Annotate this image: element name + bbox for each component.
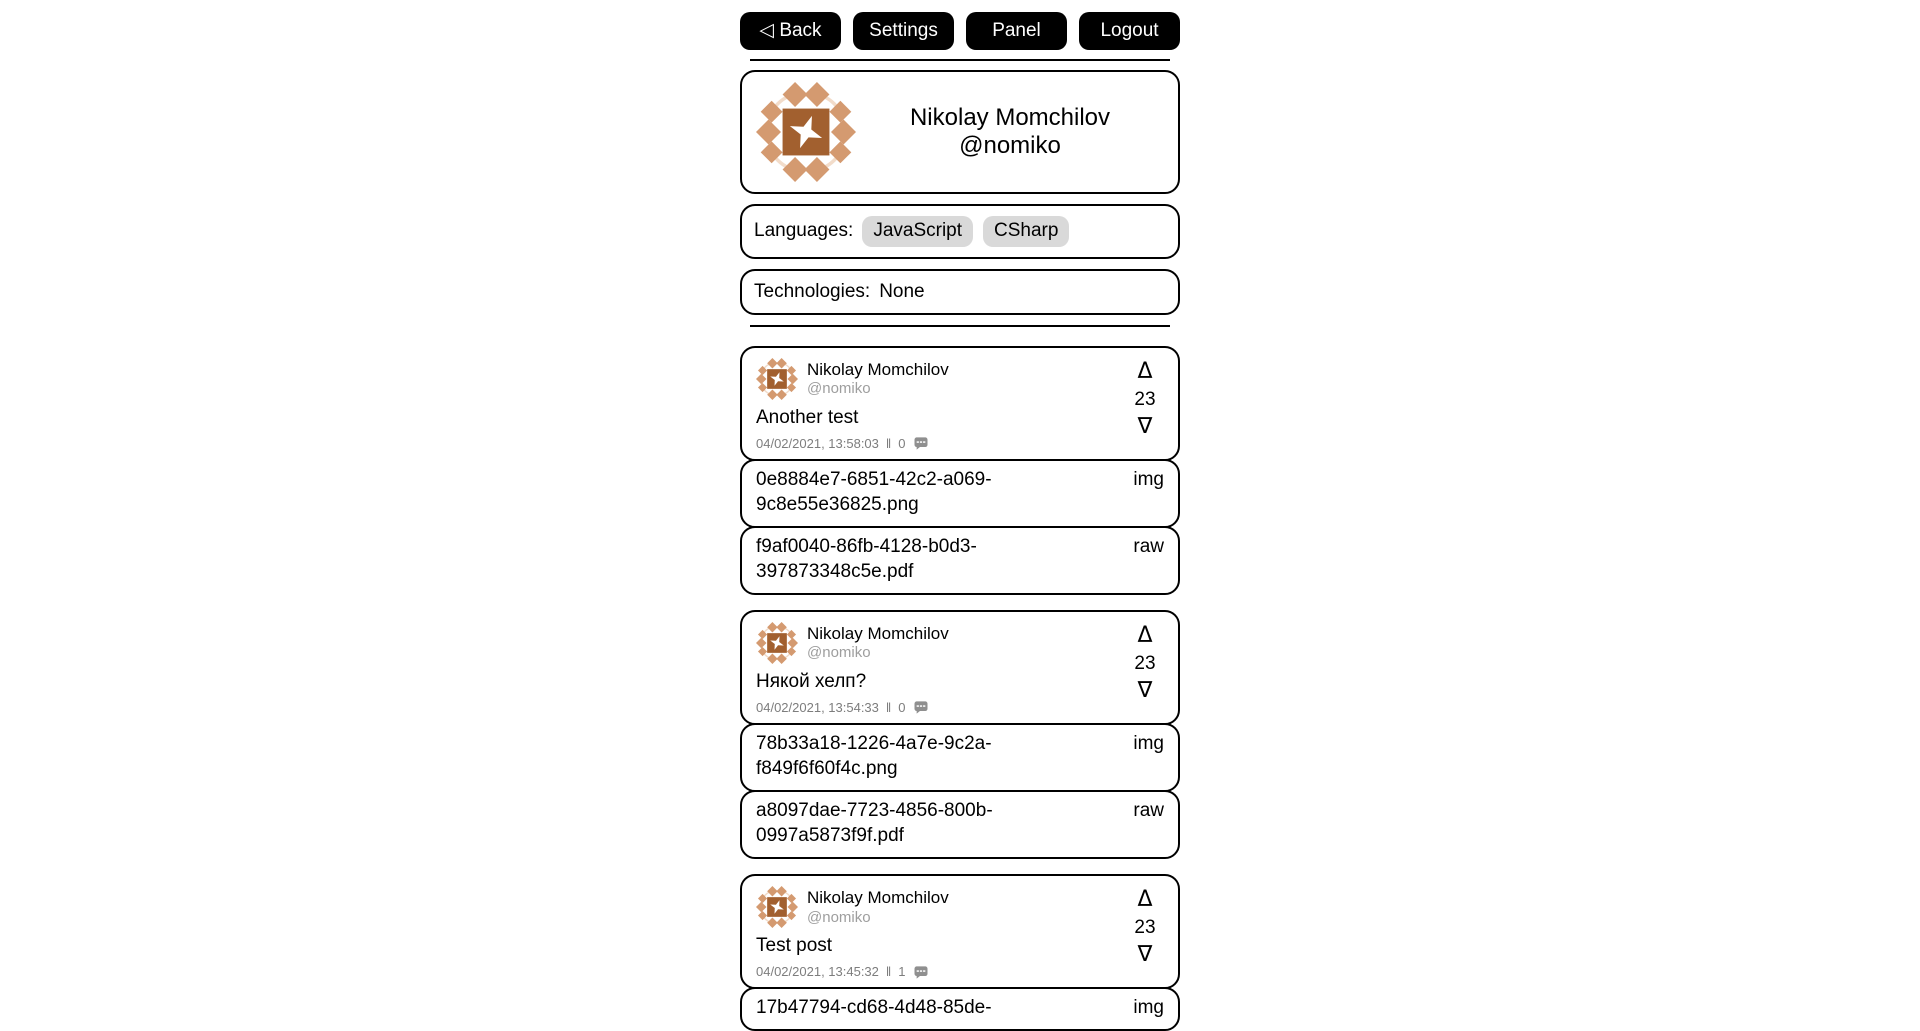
post-meta — [756, 964, 1119, 979]
post-card[interactable] — [740, 874, 1180, 989]
post-header — [756, 358, 1119, 400]
attachments — [740, 459, 1180, 595]
post-author-name: Nikolay Momchilov — [807, 623, 949, 643]
post-meta — [756, 436, 1119, 451]
meta-separator: ‖ — [885, 964, 892, 980]
attachment-filename: 17b47794-cd68-4d48-85de- — [756, 997, 992, 1019]
post-header — [756, 622, 1119, 664]
downvote-button[interactable]: ∇ — [1137, 942, 1153, 968]
post-comment-count: 0 — [898, 699, 906, 715]
technologies-label: Technologies: — [754, 280, 871, 302]
attachment-filename: f9af0040-86fb-4128-b0d3-397873348c5e.pdf — [756, 535, 977, 582]
upvote-button[interactable]: Δ — [1137, 887, 1153, 913]
post-timestamp: 04/02/2021, 13:54:33 — [756, 699, 879, 715]
posts-list — [740, 346, 1180, 1031]
post-author-name: Nikolay Momchilov — [807, 888, 949, 908]
post-author-name: Nikolay Momchilov — [807, 359, 949, 379]
post-timestamp: 04/02/2021, 13:58:03 — [756, 435, 879, 451]
attachments — [740, 723, 1180, 859]
comment-bubble-icon — [914, 437, 928, 450]
post-card[interactable] — [740, 610, 1180, 725]
logout-button[interactable]: Logout — [1079, 12, 1180, 50]
vote-column — [1127, 622, 1163, 715]
post-main — [756, 886, 1119, 979]
attachment-row[interactable] — [740, 526, 1180, 595]
settings-button[interactable]: Settings — [853, 12, 954, 50]
language-pill: JavaScript — [862, 216, 973, 247]
profile-card — [740, 70, 1180, 194]
post-author-avatar — [756, 622, 798, 664]
upvote-button[interactable]: Δ — [1137, 622, 1153, 648]
post-author-handle: @nomiko — [807, 908, 871, 926]
back-button[interactable]: ◁ Back — [740, 12, 841, 50]
attachments — [740, 987, 1180, 1031]
attachment-row[interactable] — [740, 790, 1180, 859]
post-title: Another test — [756, 406, 859, 428]
vote-score: 23 — [1134, 652, 1156, 674]
attachment-type-badge: img — [1133, 997, 1164, 1019]
post-header — [756, 886, 1119, 928]
attachment-filename: 0e8884e7-6851-42c2-a069-9c8e55e36825.png — [756, 468, 992, 515]
post-meta — [756, 700, 1119, 715]
meta-separator: ‖ — [885, 699, 892, 715]
attachment-type-badge: img — [1133, 732, 1164, 754]
post-author-avatar — [756, 358, 798, 400]
downvote-button[interactable]: ∇ — [1137, 677, 1153, 703]
post — [740, 874, 1180, 1031]
post-timestamp: 04/02/2021, 13:45:32 — [756, 964, 879, 980]
post-author-block — [807, 358, 949, 398]
post-author-avatar — [756, 886, 798, 928]
divider-top — [750, 59, 1170, 61]
attachment-row[interactable] — [740, 987, 1180, 1031]
divider-posts — [750, 325, 1170, 327]
toolbar — [740, 12, 1180, 50]
attachment-type-badge: raw — [1133, 535, 1164, 557]
meta-separator: ‖ — [885, 435, 892, 451]
post — [740, 346, 1180, 595]
languages-pills — [862, 216, 1069, 247]
vote-column — [1127, 886, 1163, 979]
attachment-type-badge: img — [1133, 468, 1164, 490]
vote-score: 23 — [1134, 388, 1156, 410]
profile-names — [856, 104, 1164, 160]
vote-column — [1127, 358, 1163, 451]
upvote-button[interactable]: Δ — [1137, 358, 1153, 384]
attachment-row[interactable] — [740, 723, 1180, 792]
post — [740, 610, 1180, 859]
attachment-filename: 78b33a18-1226-4a7e-9c2a-f849f6f60f4c.png — [756, 732, 992, 780]
attachment-filename: a8097dae-7723-4856-800b-0997a5873f9f.pdf — [756, 800, 993, 847]
post-card[interactable] — [740, 346, 1180, 461]
comment-bubble-icon — [914, 966, 928, 979]
technologies-value: None — [879, 280, 925, 302]
post-main — [756, 358, 1119, 451]
downvote-button[interactable]: ∇ — [1137, 413, 1153, 439]
post-title: Test post — [756, 935, 833, 957]
profile-avatar — [756, 82, 856, 182]
language-pill: CSharp — [983, 216, 1069, 247]
post-author-handle: @nomiko — [807, 644, 871, 662]
languages-label: Languages: — [754, 220, 854, 242]
main-column — [740, 0, 1180, 1031]
languages-box — [740, 204, 1180, 259]
profile-name: Nikolay Momchilov — [909, 103, 1111, 131]
post-main — [756, 622, 1119, 715]
panel-button[interactable]: Panel — [966, 12, 1067, 50]
post-comment-count: 0 — [898, 435, 906, 451]
post-title: Някой хелп? — [756, 670, 867, 692]
post-comment-count: 1 — [898, 964, 906, 980]
post-author-block — [807, 622, 949, 662]
profile-handle: @nomiko — [959, 131, 1061, 159]
comment-bubble-icon — [914, 701, 928, 714]
post-author-handle: @nomiko — [807, 380, 871, 398]
attachment-row[interactable] — [740, 459, 1180, 528]
post-author-block — [807, 886, 949, 926]
attachment-type-badge: raw — [1133, 800, 1164, 822]
vote-score: 23 — [1134, 917, 1156, 939]
technologies-box — [740, 269, 1180, 315]
